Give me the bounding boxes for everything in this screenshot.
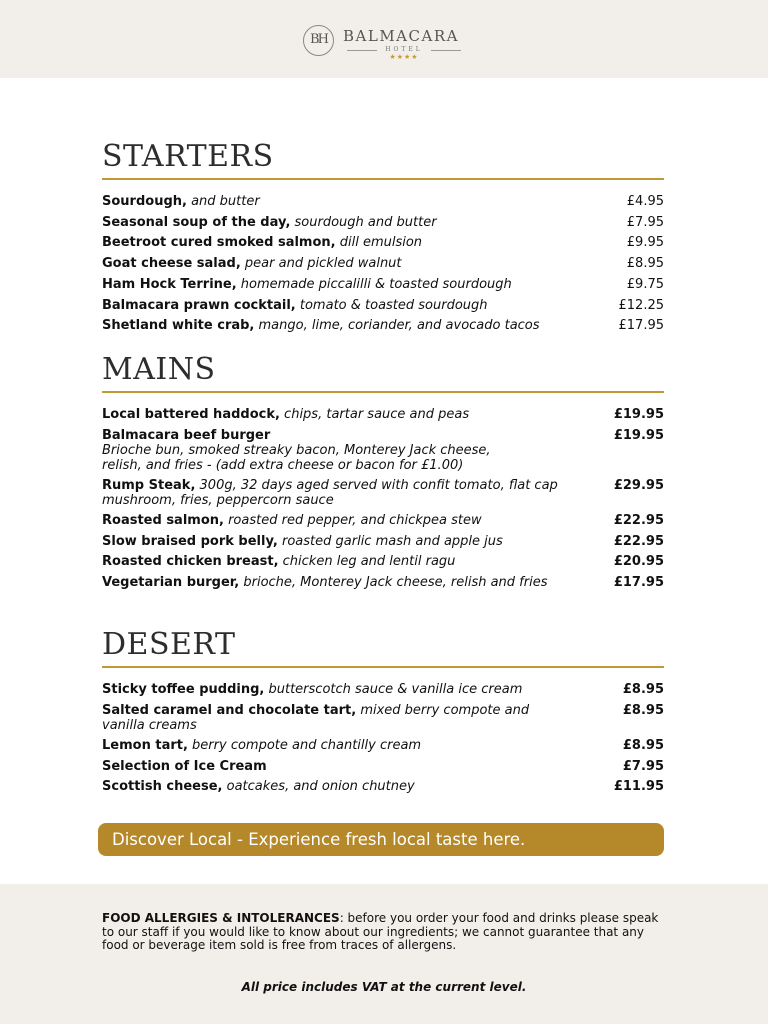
starters-title: STARTERS (102, 139, 274, 174)
item-price: £9.95 (626, 235, 664, 250)
item-price: £4.95 (626, 194, 664, 209)
item-price: £8.95 (622, 703, 664, 718)
menu-item: Goat cheese salad, pear and pickled walnut £8.95 (102, 256, 664, 271)
item-price: £8.95 (622, 682, 664, 697)
allergy-text: : before you order your food and drinks please speak to our staff if you would like to know about our ingredients; we cannot guarantee that any food or beverage item sold is free from traces of allergens. (102, 911, 659, 952)
hotel-name: BALMACARA (343, 27, 459, 45)
menu-item: Beetroot cured smoked salmon, dill emulsion £9.95 (102, 235, 664, 250)
menu-item: Vegetarian burger, brioche, Monterey Jack cheese, relish and fries £17.95 (102, 575, 664, 590)
menu-item: Rump Steak, 300g, 32 days aged served with confit tomato, flat cap mushroom, fries, peppercorn sauce £29.95 (102, 478, 664, 508)
menu-item: Roasted salmon, roasted red pepper, and chickpea stew £22.95 (102, 513, 664, 528)
desert-divider (102, 666, 664, 668)
item-price: £19.95 (613, 428, 664, 443)
menu-item: Local battered haddock, chips, tartar sauce and peas £19.95 (102, 407, 664, 422)
allergy-notice (102, 912, 674, 953)
discover-local-banner[interactable]: Discover Local - Experience fresh local taste here. (98, 823, 664, 856)
item-price: £20.95 (613, 554, 664, 569)
item-price: £11.95 (613, 779, 664, 794)
item-price: £17.95 (613, 575, 664, 590)
menu-item: Seasonal soup of the day, sourdough and butter £7.95 (102, 215, 664, 230)
item-price: £8.95 (626, 256, 664, 271)
item-price: £29.95 (613, 478, 664, 493)
hotel-logo (303, 24, 473, 64)
header-bar (0, 0, 768, 78)
mains-divider (102, 391, 664, 393)
allergy-label: FOOD ALLERGIES & INTOLERANCES (102, 911, 340, 925)
menu-item: Scottish cheese, oatcakes, and onion chutney £11.95 (102, 779, 664, 794)
menu-item: Sourdough, and butter £4.95 (102, 194, 664, 209)
item-price: £7.95 (622, 759, 664, 774)
menu-item: Balmacara prawn cocktail, tomato & toasted sourdough £12.25 (102, 298, 664, 313)
menu-item: Roasted chicken breast, chicken leg and lentil ragu £20.95 (102, 554, 664, 569)
item-price: £22.95 (613, 513, 664, 528)
item-price: £12.25 (618, 298, 664, 313)
hotel-subtitle: HOTEL (343, 46, 465, 53)
item-price: £8.95 (622, 738, 664, 753)
menu-item: Selection of Ice Cream £7.95 (102, 759, 664, 774)
item-price: £9.75 (626, 277, 664, 292)
item-price: £19.95 (613, 407, 664, 422)
menu-item: Lemon tart, berry compote and chantilly cream £8.95 (102, 738, 664, 753)
menu-item: Shetland white crab, mango, lime, coriander, and avocado tacos £17.95 (102, 318, 664, 333)
mains-title: MAINS (102, 352, 216, 387)
monogram-icon: BH (303, 25, 334, 56)
menu-item: Balmacara beef burger Brioche bun, smoked streaky bacon, Monterey Jack cheese, relish, and fries - (add extra cheese or bacon for £1.00) £19.95 (102, 428, 664, 473)
item-price: £22.95 (613, 534, 664, 549)
item-price: £17.95 (618, 318, 664, 333)
menu-item: Slow braised pork belly, roasted garlic mash and apple jus £22.95 (102, 534, 664, 549)
menu-item: Ham Hock Terrine, homemade piccalilli & toasted sourdough £9.75 (102, 277, 664, 292)
menu-item: Sticky toffee pudding, butterscotch sauce & vanilla ice cream £8.95 (102, 682, 664, 697)
footer-panel (0, 884, 768, 1024)
menu-item: Salted caramel and chocolate tart, mixed berry compote and vanilla creams £8.95 (102, 703, 664, 733)
desert-title: DESERT (102, 627, 236, 662)
vat-note: All price includes VAT at the current level. (241, 980, 527, 994)
item-price: £7.95 (626, 215, 664, 230)
starters-divider (102, 178, 664, 180)
star-rating: ★★★★ (389, 53, 419, 61)
